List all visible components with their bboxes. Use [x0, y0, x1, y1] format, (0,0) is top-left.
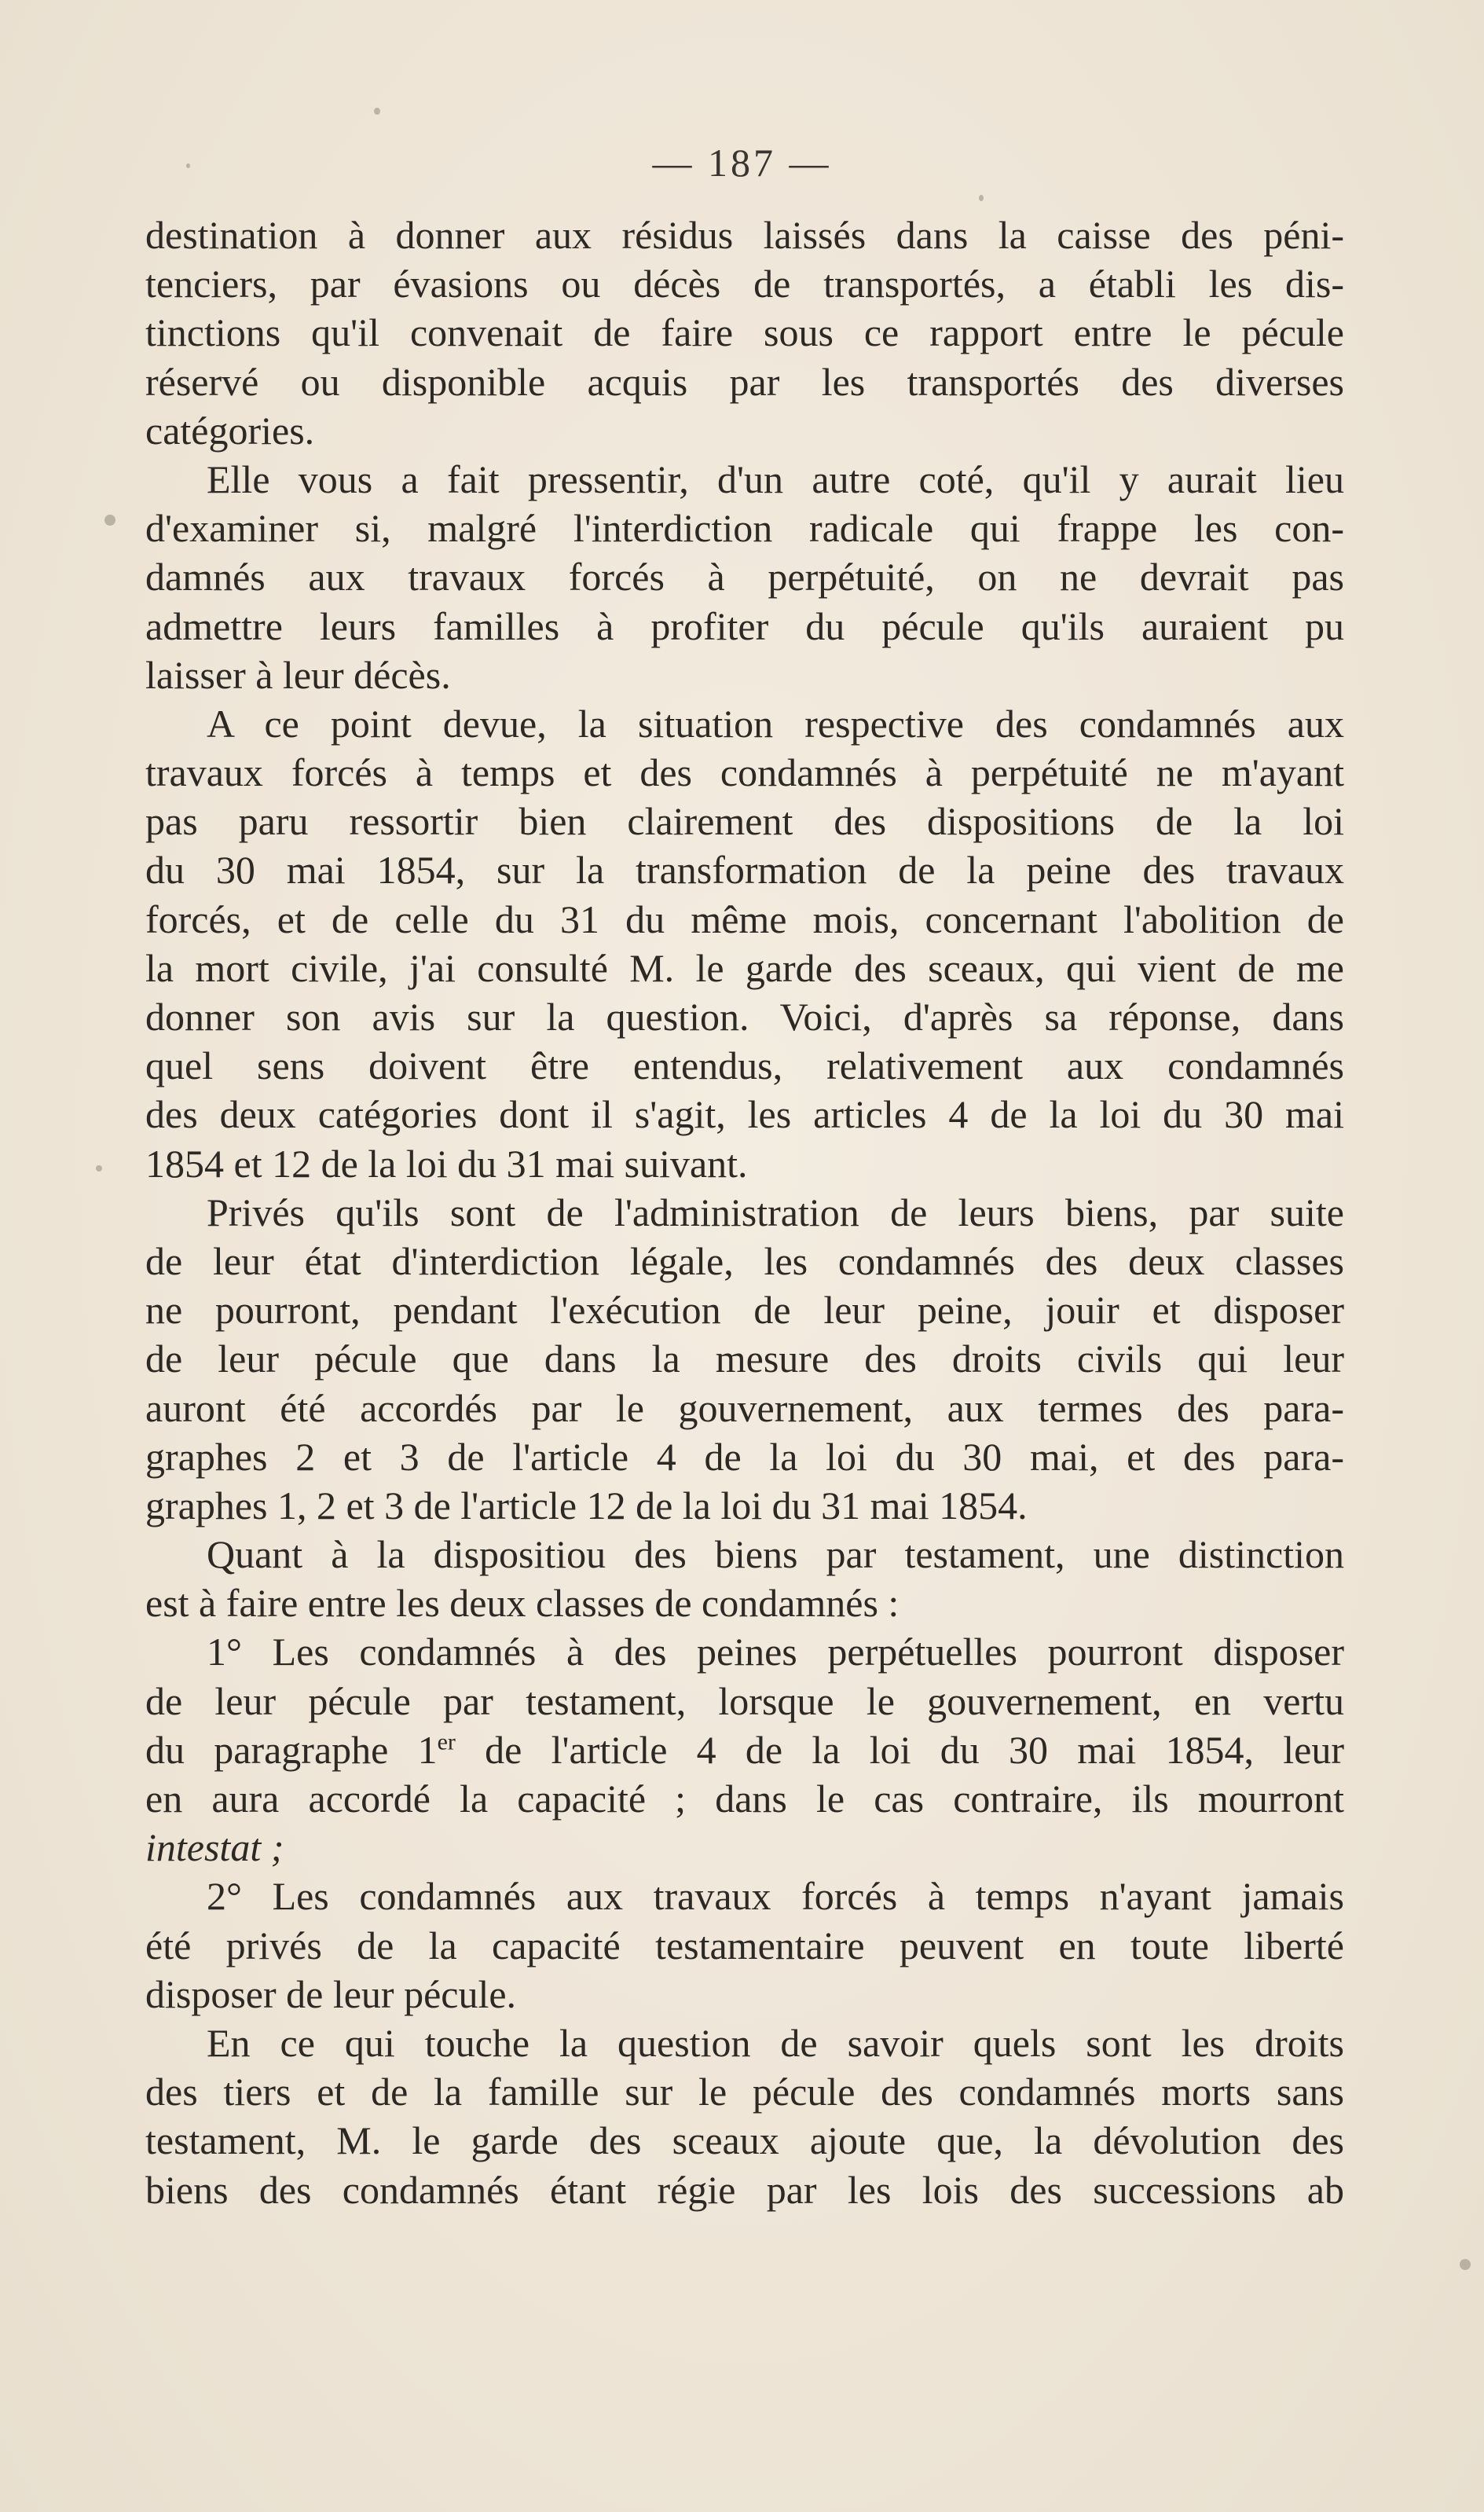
- text-line: 1854 et 12 de la loi du 31 mai suivant.: [145, 1141, 748, 1186]
- text-line: catégories.: [145, 408, 315, 453]
- text-line: en aura accordé la capacité ; dans le cas contraire, ils mourront: [145, 1777, 1344, 1821]
- page-number: — 187 —: [652, 141, 832, 185]
- ink-speck: [374, 108, 380, 115]
- ink-speck: [104, 515, 115, 526]
- text-line: pas paru ressortir bien clairement des dispositions de la loi: [145, 799, 1344, 844]
- text-line: des tiers et de la famille sur le pécule des condamnés morts sans: [145, 2070, 1344, 2114]
- ink-speck: [186, 163, 190, 168]
- text-line: de leur pécule par testament, lorsque le gouvernement, en vertu: [145, 1678, 1344, 1723]
- text-line: En ce qui touche la question de savoir quels sont les droits: [207, 2020, 1344, 2065]
- text-line: réservé ou disponible acquis par les transportés des diverses: [145, 359, 1344, 404]
- text-line: intestat ;: [145, 1825, 284, 1870]
- text-line: travaux forcés à temps et des condamnés à perpétuité ne m'ayant: [145, 750, 1344, 795]
- ink-speck: [1460, 2259, 1471, 2270]
- text-line: la mort civile, j'ai consulté M. le garde des sceaux, qui vient de me: [145, 945, 1344, 990]
- text-line: Elle vous a fait pressentir, d'un autre coté, qu'il y aurait lieu: [207, 457, 1344, 501]
- text-line: A ce point devue, la situation respective des condamnés aux: [207, 701, 1344, 746]
- text-line: Quant à la dispositiou des biens par testament, une distinction: [207, 1532, 1344, 1577]
- text-line: de leur pécule que dans la mesure des droits civils qui leur: [145, 1337, 1344, 1381]
- text-line: du paragraphe 1er de l'article 4 de la loi du 30 mai 1854, leur: [145, 1727, 1344, 1772]
- text-line: donner son avis sur la question. Voici, d'après sa réponse, dans: [145, 995, 1344, 1039]
- text-line: ne pourront, pendant l'exécution de leur peine, jouir et disposer: [145, 1288, 1344, 1333]
- text-line: 1° Les condamnés à des peines perpétuelles pourront disposer: [207, 1630, 1344, 1674]
- text-line: Privés qu'ils sont de l'administration de leurs biens, par suite: [207, 1190, 1344, 1234]
- text-line: des deux catégories dont il s'agit, les articles 4 de la loi du 30 mai: [145, 1092, 1344, 1137]
- text-line: auront été accordés par le gouvernement, aux termes des para-: [145, 1385, 1344, 1430]
- text-line: tenciers, par évasions ou décès de transportés, a établi les dis-: [145, 262, 1344, 306]
- text-line: admettre leurs familles à profiter du pécule qu'ils auraient pu: [145, 603, 1344, 648]
- text-line: d'examiner si, malgré l'interdiction radicale qui frappe les con-: [145, 506, 1344, 551]
- ink-speck: [96, 1165, 102, 1172]
- text-line: de leur état d'interdiction légale, les condamnés des deux classes: [145, 1238, 1344, 1283]
- text-line: graphes 2 et 3 de l'article 4 de la loi du 30 mai, et des para-: [145, 1434, 1344, 1479]
- text-line: tinctions qu'il convenait de faire sous ce rapport entre le pécule: [145, 310, 1344, 355]
- text-line: du 30 mai 1854, sur la transformation de la peine des travaux: [145, 848, 1344, 893]
- text-line: damnés aux travaux forcés à perpétuité, on ne devrait pas: [145, 555, 1344, 600]
- text-line: 2° Les condamnés aux travaux forcés à temps n'ayant jamais: [207, 1874, 1344, 1919]
- text-line: graphes 1, 2 et 3 de l'article 12 de la loi du 31 mai 1854.: [145, 1483, 1028, 1527]
- text-line: disposer de leur pécule.: [145, 1971, 517, 2016]
- body-text: [145, 211, 1344, 2214]
- text-line: testament, M. le garde des sceaux ajoute que, la dévolution des: [145, 2118, 1344, 2163]
- text-line: destination à donner aux résidus laissés dans la caisse des péni-: [145, 213, 1344, 257]
- text-line: biens des condamnés étant régie par les lois des successions ab: [145, 2167, 1344, 2212]
- text-line: laisser à leur décès.: [145, 652, 451, 697]
- text-line: été privés de la capacité testamentaire peuvent en toute liberté: [145, 1923, 1344, 1967]
- text-line: forcés, et de celle du 31 du même mois, concernant l'abolition de: [145, 897, 1344, 941]
- text-line: est à faire entre les deux classes de condamnés :: [145, 1581, 900, 1626]
- text-line: quel sens doivent être entendus, relativement aux condamnés: [145, 1043, 1344, 1088]
- ink-speck: [979, 195, 984, 201]
